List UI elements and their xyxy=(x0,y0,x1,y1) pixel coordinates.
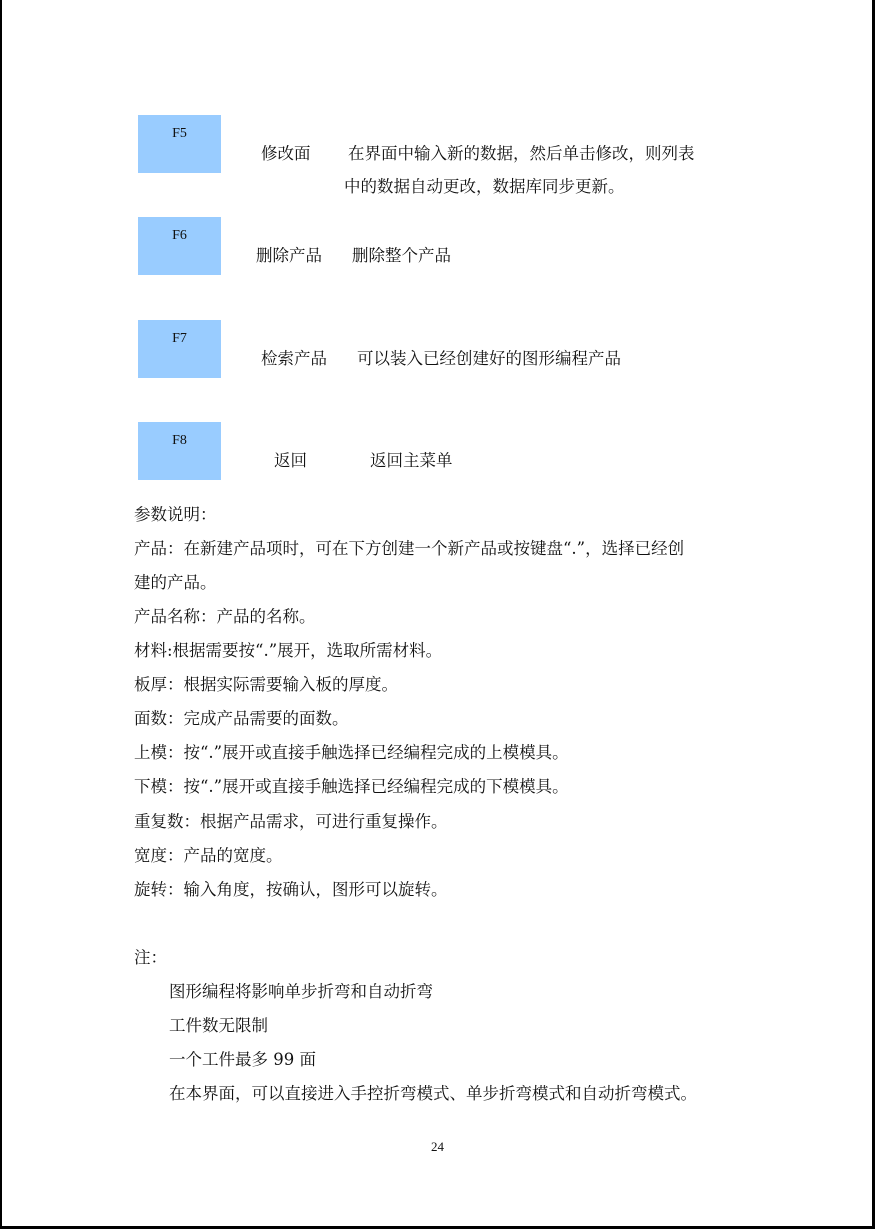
f5-function-name: 修改面 xyxy=(261,144,311,163)
param-line: 重复数：根据产品需求，可进行重复操作。 xyxy=(134,812,448,831)
params-heading: 参数说明： xyxy=(134,505,217,524)
param-line: 上模：按“.”展开或直接手触选择已经编程完成的上模模具。 xyxy=(134,743,569,762)
param-line: 旋转：输入角度，按确认，图形可以旋转。 xyxy=(134,880,448,899)
param-line: 产品：在新建产品项时，可在下方创建一个新产品或按键盘“.”，选择已经创 xyxy=(134,539,685,558)
param-line: 建的产品。 xyxy=(134,573,217,592)
f7-key-box[interactable]: F7 xyxy=(138,320,221,378)
f7-function-name: 检索产品 xyxy=(261,349,327,368)
f5-description-line-1: 在界面中输入新的数据，然后单击修改，则列表 xyxy=(348,144,695,163)
f8-key-box[interactable]: F8 xyxy=(138,422,221,480)
param-line: 产品名称：产品的名称。 xyxy=(134,607,316,626)
param-line: 宽度：产品的宽度。 xyxy=(134,846,283,865)
f5-key-box[interactable]: F5 xyxy=(138,115,221,173)
f8-function-name: 返回 xyxy=(274,451,307,470)
f6-key-box[interactable]: F6 xyxy=(138,217,221,275)
param-line: 材料:根据需要按“.”展开，选取所需材料。 xyxy=(134,641,443,660)
note-line: 在本界面，可以直接进入手控折弯模式、单步折弯模式和自动折弯模式。 xyxy=(169,1084,697,1103)
f6-function-name: 删除产品 xyxy=(256,246,322,265)
f6-description: 删除整个产品 xyxy=(352,246,451,265)
param-line: 下模：按“.”展开或直接手触选择已经编程完成的下模模具。 xyxy=(134,777,569,796)
note-line: 一个工件最多 99 面 xyxy=(169,1050,316,1069)
page-number: 24 xyxy=(431,1139,444,1154)
note-line: 工件数无限制 xyxy=(169,1016,268,1035)
f5-description-line-2: 中的数据自动更改，数据库同步更新。 xyxy=(344,177,625,196)
note-line: 图形编程将影响单步折弯和自动折弯 xyxy=(169,982,433,1001)
f8-description: 返回主菜单 xyxy=(370,451,453,470)
f7-description: 可以装入已经创建好的图形编程产品 xyxy=(357,349,621,368)
param-line: 面数：完成产品需要的面数。 xyxy=(134,709,349,728)
notes-heading: 注： xyxy=(134,948,167,967)
param-line: 板厚：根据实际需要输入板的厚度。 xyxy=(134,675,398,694)
